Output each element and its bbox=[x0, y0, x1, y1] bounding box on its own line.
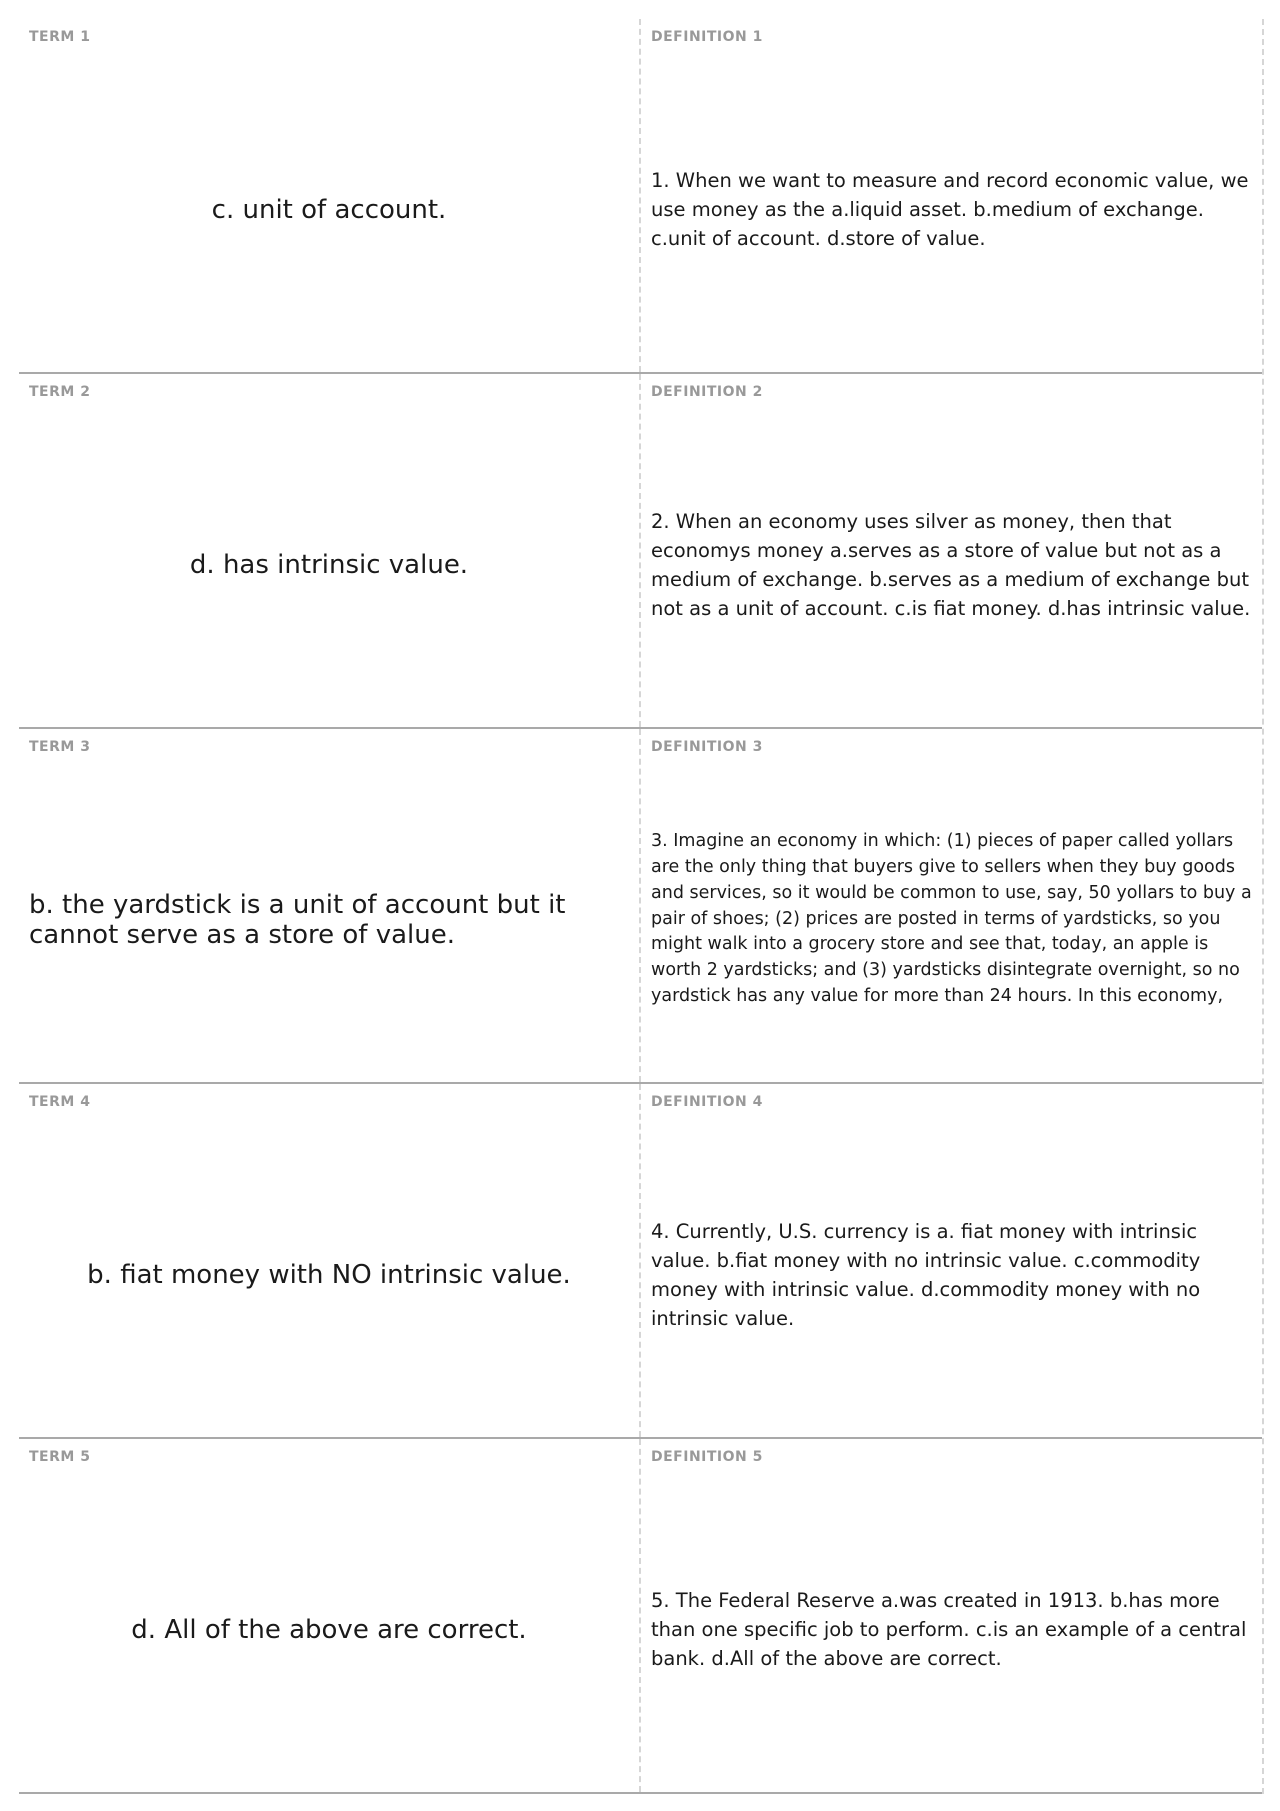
card-row bbox=[19, 19, 1262, 374]
term-label: TERM 4 bbox=[29, 1094, 91, 1110]
definition-text: 3. Imagine an economy in which: (1) pieces of paper called yollars are the only thing that buyers give to sellers when they buy goods and services, so it would be common to use, say, 50 yollars to buy a pair of shoes; (2) prices are posted in terms of yardsticks, so you might walk into a grocery store and see that, today, an apple is worth 2 yardsticks; and (3) yardsticks disintegrate overnight, so no yardstick has any value for more than 24 hours. In this economy, bbox=[651, 831, 1252, 1006]
definition-cell bbox=[641, 729, 1262, 1082]
term-cell bbox=[19, 729, 641, 1082]
definition-label: DEFINITION 5 bbox=[651, 1449, 763, 1465]
term-cell bbox=[19, 374, 641, 727]
term-text: c. unit of account. bbox=[211, 194, 447, 225]
definition-cell bbox=[641, 374, 1262, 727]
definition-label: DEFINITION 4 bbox=[651, 1094, 763, 1110]
flashcard-sheet bbox=[19, 19, 1264, 1794]
term-text: d. All of the above are correct. bbox=[131, 1614, 527, 1645]
term-cell bbox=[19, 19, 641, 372]
card-row bbox=[19, 1439, 1262, 1794]
term-label: TERM 2 bbox=[29, 384, 91, 400]
term-text: b. the yardstick is a unit of account but it cannot serve as a store of value. bbox=[29, 889, 566, 950]
card-row bbox=[19, 729, 1262, 1084]
definition-text: 2. When an economy uses silver as money, then that economys money a.serves as a store of value but not as a medium of exchange. b.serves as a medium of exchange but not as a unit of account. c.is fiat money. d.has intrinsic value. bbox=[651, 509, 1251, 620]
definition-label: DEFINITION 1 bbox=[651, 29, 763, 45]
term-label: TERM 5 bbox=[29, 1449, 91, 1465]
card-row bbox=[19, 1084, 1262, 1439]
term-cell bbox=[19, 1084, 641, 1437]
definition-text: 4. Currently, U.S. currency is a. fiat money with intrinsic value. b.fiat money with no intrinsic value. c.commodity money with intrinsic value. d.commodity money with no intrinsic value. bbox=[651, 1219, 1201, 1330]
term-label: TERM 3 bbox=[29, 739, 91, 755]
definition-cell bbox=[641, 1439, 1262, 1792]
definition-text: 5. The Federal Reserve a.was created in 1913. b.has more than one specific job to perform. c.is an example of a central bank. d.All of the above are correct. bbox=[651, 1589, 1247, 1670]
term-text: d. has intrinsic value. bbox=[189, 549, 469, 580]
term-label: TERM 1 bbox=[29, 29, 91, 45]
definition-cell bbox=[641, 19, 1262, 372]
term-cell bbox=[19, 1439, 641, 1792]
definition-label: DEFINITION 2 bbox=[651, 384, 763, 400]
card-row bbox=[19, 374, 1262, 729]
definition-label: DEFINITION 3 bbox=[651, 739, 763, 755]
definition-text: 1. When we want to measure and record economic value, we use money as the a.liquid asset. b.medium of exchange. c.unit of account. d.store of value. bbox=[651, 169, 1249, 250]
definition-cell bbox=[641, 1084, 1262, 1437]
term-text: b. fiat money with NO intrinsic value. bbox=[87, 1259, 571, 1290]
